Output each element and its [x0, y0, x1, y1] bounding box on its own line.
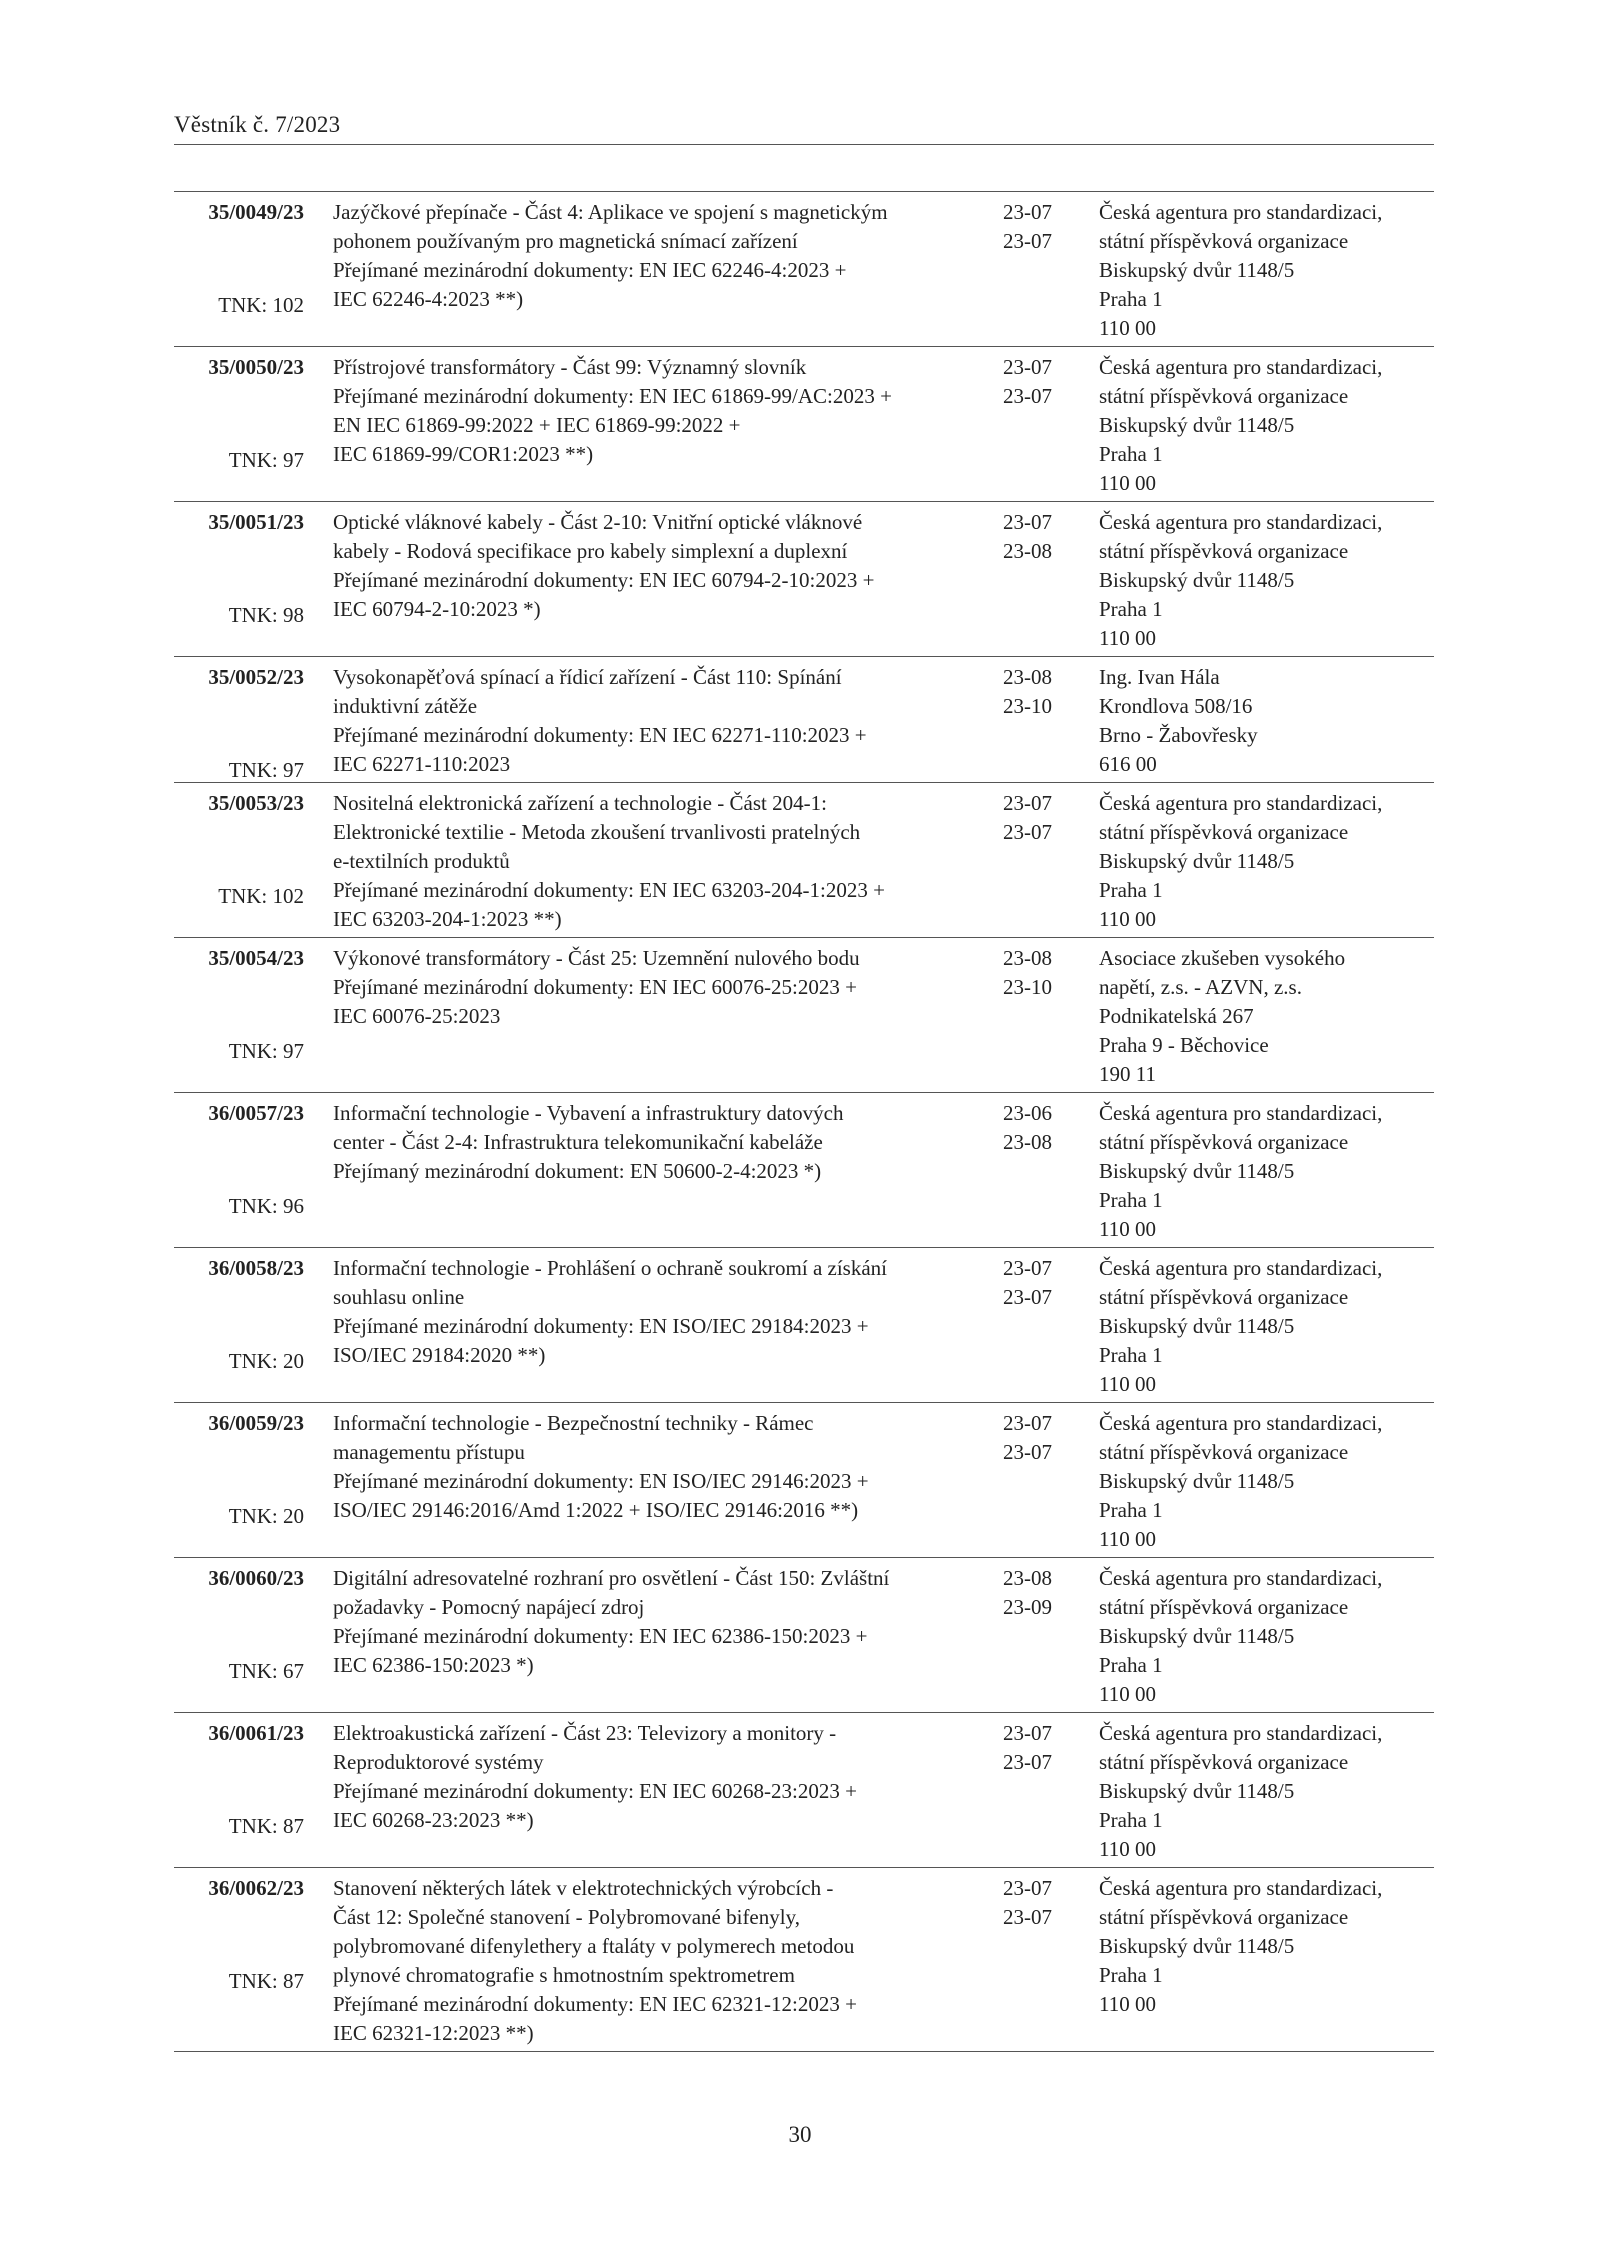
contact-line: Česká agentura pro standardizaci, — [1099, 1721, 1383, 1745]
entry-description — [333, 1099, 1003, 1244]
entry-id-cell — [174, 1564, 304, 1709]
contact-line: Praha 1 — [1099, 442, 1163, 466]
entry-number: 36/0060/23 — [208, 1566, 304, 1590]
entry-number: 35/0049/23 — [208, 200, 304, 224]
contact-line: 110 00 — [1099, 1527, 1156, 1551]
contact-line: Praha 9 - Běchovice — [1099, 1033, 1269, 1057]
description-line: ISO/IEC 29146:2016/Amd 1:2022 + ISO/IEC 29146:2016 **) — [333, 1498, 859, 1522]
date-value: 23-07 — [1003, 1440, 1052, 1464]
table-row — [174, 783, 1434, 938]
entry-tnk: TNK: 98 — [228, 603, 304, 627]
entry-description — [333, 198, 1003, 343]
entry-contact — [1099, 789, 1434, 934]
table-row — [174, 1868, 1434, 2052]
entry-dates — [1003, 353, 1099, 498]
date-value: 23-07 — [1003, 1750, 1052, 1774]
contact-line: Praha 1 — [1099, 878, 1163, 902]
table-row — [174, 1403, 1434, 1558]
entry-contact — [1099, 1254, 1434, 1399]
entry-description — [333, 1564, 1003, 1709]
entry-id-cell — [174, 789, 304, 934]
contact-line: státní příspěvková organizace — [1099, 1905, 1349, 1929]
entry-dates — [1003, 508, 1099, 653]
contact-line: Ing. Ivan Hála — [1099, 665, 1220, 689]
entry-number: 35/0052/23 — [208, 665, 304, 689]
entry-dates — [1003, 1719, 1099, 1864]
contact-line: Česká agentura pro standardizaci, — [1099, 1256, 1383, 1280]
table-row — [174, 192, 1434, 347]
contact-line: státní příspěvková organizace — [1099, 1285, 1349, 1309]
entry-contact — [1099, 508, 1434, 653]
description-line: ISO/IEC 29184:2020 **) — [333, 1343, 546, 1367]
description-line: managementu přístupu — [333, 1440, 525, 1464]
contact-line: Biskupský dvůr 1148/5 — [1099, 1314, 1295, 1338]
contact-line: Biskupský dvůr 1148/5 — [1099, 258, 1295, 282]
description-line: kabely - Rodová specifikace pro kabely simplexní a duplexní — [333, 539, 848, 563]
page-header-title: Věstník č. 7/2023 — [174, 112, 341, 137]
description-line: Přejímané mezinárodní dokumenty: EN IEC 62271-110:2023 + — [333, 723, 867, 747]
entry-description — [333, 508, 1003, 653]
description-line: IEC 61869-99/COR1:2023 **) — [333, 442, 594, 466]
contact-line: Biskupský dvůr 1148/5 — [1099, 568, 1295, 592]
entry-contact — [1099, 353, 1434, 498]
date-value: 23-07 — [1003, 384, 1052, 408]
contact-line: 110 00 — [1099, 1682, 1156, 1706]
date-value: 23-07 — [1003, 791, 1052, 815]
contact-line: Asociace zkušeben vysokého — [1099, 946, 1346, 970]
contact-line: Praha 1 — [1099, 287, 1163, 311]
contact-line: 110 00 — [1099, 907, 1156, 931]
table-row — [174, 502, 1434, 657]
description-line: Přejímané mezinárodní dokumenty: EN ISO/IEC 29184:2023 + — [333, 1314, 869, 1338]
contact-line: Biskupský dvůr 1148/5 — [1099, 1779, 1295, 1803]
contact-line: Praha 1 — [1099, 597, 1163, 621]
contact-line: 110 00 — [1099, 471, 1156, 495]
date-value: 23-08 — [1003, 946, 1052, 970]
description-line: Přejímané mezinárodní dokumenty: EN IEC 62321-12:2023 + — [333, 1992, 857, 2016]
date-value: 23-06 — [1003, 1101, 1052, 1125]
contact-line: Česká agentura pro standardizaci, — [1099, 200, 1383, 224]
description-line: IEC 62246-4:2023 **) — [333, 287, 524, 311]
description-line: Informační technologie - Bezpečnostní techniky - Rámec — [333, 1411, 814, 1435]
description-line: Informační technologie - Vybavení a infrastruktury datových — [333, 1101, 844, 1125]
date-value: 23-07 — [1003, 510, 1052, 534]
entry-dates — [1003, 789, 1099, 934]
description-line: souhlasu online — [333, 1285, 465, 1309]
entry-number: 35/0050/23 — [208, 355, 304, 379]
entry-contact — [1099, 198, 1434, 343]
contact-line: státní příspěvková organizace — [1099, 1440, 1349, 1464]
date-value: 23-07 — [1003, 1256, 1052, 1280]
date-value: 23-07 — [1003, 355, 1052, 379]
entry-dates — [1003, 1254, 1099, 1399]
entry-tnk: TNK: 96 — [228, 1194, 304, 1218]
entry-id-cell — [174, 1099, 304, 1244]
entry-tnk: TNK: 67 — [228, 1659, 304, 1683]
entry-tnk: TNK: 102 — [218, 884, 304, 908]
page-number: 30 — [788, 2122, 812, 2147]
contact-line: Biskupský dvůr 1148/5 — [1099, 1159, 1295, 1183]
entry-tnk: TNK: 87 — [228, 1814, 304, 1838]
entry-description — [333, 1254, 1003, 1399]
contact-line: 110 00 — [1099, 1992, 1156, 2016]
contact-line: státní příspěvková organizace — [1099, 384, 1349, 408]
description-line: IEC 62271-110:2023 — [333, 752, 511, 776]
entry-tnk: TNK: 102 — [218, 293, 304, 317]
entry-description — [333, 1409, 1003, 1554]
date-value: 23-10 — [1003, 694, 1052, 718]
entry-tnk: TNK: 20 — [228, 1504, 304, 1528]
entry-description — [333, 663, 1003, 779]
entry-dates — [1003, 198, 1099, 343]
description-line: Elektroakustická zařízení - Část 23: Televizory a monitory - — [333, 1721, 837, 1745]
date-value: 23-07 — [1003, 1721, 1052, 1745]
description-line: IEC 60076-25:2023 — [333, 1004, 501, 1028]
entry-contact — [1099, 1409, 1434, 1554]
contact-line: 110 00 — [1099, 316, 1156, 340]
date-value: 23-08 — [1003, 1130, 1052, 1154]
table-row — [174, 657, 1434, 783]
date-value: 23-07 — [1003, 820, 1052, 844]
contact-line: státní příspěvková organizace — [1099, 1130, 1349, 1154]
entry-contact — [1099, 663, 1434, 779]
contact-line: státní příspěvková organizace — [1099, 539, 1349, 563]
contact-line: Podnikatelská 267 — [1099, 1004, 1254, 1028]
date-value: 23-08 — [1003, 1566, 1052, 1590]
contact-line: Biskupský dvůr 1148/5 — [1099, 1469, 1295, 1493]
description-line: center - Část 2-4: Infrastruktura telekomunikační kabeláže — [333, 1130, 823, 1154]
entry-dates — [1003, 1409, 1099, 1554]
entry-dates — [1003, 1874, 1099, 2048]
description-line: Přejímané mezinárodní dokumenty: EN IEC 60268-23:2023 + — [333, 1779, 857, 1803]
description-line: Reproduktorové systémy — [333, 1750, 544, 1774]
entry-id-cell — [174, 353, 304, 498]
entry-id-cell — [174, 508, 304, 653]
description-line: Vysokonapěťová spínací a řídicí zařízení - Část 110: Spínání — [333, 665, 842, 689]
description-line: Přejímané mezinárodní dokumenty: EN IEC 62386-150:2023 + — [333, 1624, 868, 1648]
description-line: pohonem používaným pro magnetická snímací zařízení — [333, 229, 798, 253]
date-value: 23-07 — [1003, 200, 1052, 224]
entry-number: 36/0061/23 — [208, 1721, 304, 1745]
description-line: IEC 60268-23:2023 **) — [333, 1808, 534, 1832]
entry-tnk: TNK: 87 — [228, 1969, 304, 1993]
contact-line: 110 00 — [1099, 1217, 1156, 1241]
entry-contact — [1099, 1099, 1434, 1244]
contact-line: Česká agentura pro standardizaci, — [1099, 510, 1383, 534]
entry-id-cell — [174, 1254, 304, 1399]
description-line: induktivní zátěže — [333, 694, 478, 718]
contact-line: Praha 1 — [1099, 1498, 1163, 1522]
contact-line: 190 11 — [1099, 1062, 1156, 1086]
table-row — [174, 347, 1434, 502]
contact-line: Krondlova 508/16 — [1099, 694, 1253, 718]
entry-description — [333, 1874, 1003, 2048]
contact-line: Praha 1 — [1099, 1808, 1163, 1832]
contact-line: Biskupský dvůr 1148/5 — [1099, 849, 1295, 873]
entry-contact — [1099, 944, 1434, 1089]
date-value: 23-07 — [1003, 1876, 1052, 1900]
date-value: 23-07 — [1003, 1905, 1052, 1929]
contact-line: 110 00 — [1099, 626, 1156, 650]
table-row — [174, 1093, 1434, 1248]
contact-line: 110 00 — [1099, 1837, 1156, 1861]
contact-line: Česká agentura pro standardizaci, — [1099, 1876, 1383, 1900]
entry-number: 35/0053/23 — [208, 791, 304, 815]
entry-number: 36/0059/23 — [208, 1411, 304, 1435]
description-line: polybromované difenylethery a ftaláty v polymerech metodou — [333, 1934, 855, 1958]
description-line: Přejímané mezinárodní dokumenty: EN IEC 61869-99/AC:2023 + — [333, 384, 892, 408]
contact-line: Česká agentura pro standardizaci, — [1099, 791, 1383, 815]
description-line: požadavky - Pomocný napájecí zdroj — [333, 1595, 645, 1619]
description-line: Přejímané mezinárodní dokumenty: EN IEC 62246-4:2023 + — [333, 258, 847, 282]
contact-line: Česká agentura pro standardizaci, — [1099, 355, 1383, 379]
entry-number: 35/0051/23 — [208, 510, 304, 534]
entry-number: 35/0054/23 — [208, 946, 304, 970]
date-value: 23-07 — [1003, 229, 1052, 253]
description-line: IEC 60794-2-10:2023 *) — [333, 597, 541, 621]
description-line: Výkonové transformátory - Část 25: Uzemnění nulového bodu — [333, 946, 860, 970]
date-value: 23-07 — [1003, 1411, 1052, 1435]
entry-tnk: TNK: 97 — [228, 448, 304, 472]
entry-description — [333, 353, 1003, 498]
description-line: Přístrojové transformátory - Část 99: Významný slovník — [333, 355, 807, 379]
date-value: 23-08 — [1003, 539, 1052, 563]
date-value: 23-07 — [1003, 1285, 1052, 1309]
description-line: Přejímaný mezinárodní dokument: EN 50600-2-4:2023 *) — [333, 1159, 822, 1183]
entry-description — [333, 789, 1003, 934]
description-line: Digitální adresovatelné rozhraní pro osvětlení - Část 150: Zvláštní — [333, 1566, 890, 1590]
standards-table — [174, 191, 1434, 2052]
description-line: IEC 63203-204-1:2023 **) — [333, 907, 562, 931]
entry-contact — [1099, 1719, 1434, 1864]
description-line: Přejímané mezinárodní dokumenty: EN IEC 60794-2-10:2023 + — [333, 568, 875, 592]
entry-tnk: TNK: 97 — [228, 1039, 304, 1063]
entry-tnk: TNK: 20 — [228, 1349, 304, 1373]
entry-contact — [1099, 1564, 1434, 1709]
entry-number: 36/0057/23 — [208, 1101, 304, 1125]
date-value: 23-09 — [1003, 1595, 1052, 1619]
contact-line: Česká agentura pro standardizaci, — [1099, 1101, 1383, 1125]
contact-line: státní příspěvková organizace — [1099, 229, 1349, 253]
description-line: Nositelná elektronická zařízení a technologie - Část 204-1: — [333, 791, 827, 815]
entry-dates — [1003, 944, 1099, 1089]
date-value: 23-10 — [1003, 975, 1052, 999]
entry-id-cell — [174, 198, 304, 343]
table-row — [174, 1558, 1434, 1713]
contact-line: Praha 1 — [1099, 1343, 1163, 1367]
table-row — [174, 1713, 1434, 1868]
entry-id-cell — [174, 663, 304, 782]
entry-description — [333, 1719, 1003, 1864]
entry-description — [333, 944, 1003, 1089]
contact-line: Česká agentura pro standardizaci, — [1099, 1566, 1383, 1590]
description-line: plynové chromatografie s hmotnostním spektrometrem — [333, 1963, 795, 1987]
contact-line: Biskupský dvůr 1148/5 — [1099, 1934, 1295, 1958]
description-line: e-textilních produktů — [333, 849, 510, 873]
entry-id-cell — [174, 944, 304, 1089]
contact-line: Praha 1 — [1099, 1653, 1163, 1677]
description-line: Informační technologie - Prohlášení o ochraně soukromí a získání — [333, 1256, 887, 1280]
table-row — [174, 1248, 1434, 1403]
contact-line: Biskupský dvůr 1148/5 — [1099, 1624, 1295, 1648]
contact-line: státní příspěvková organizace — [1099, 1595, 1349, 1619]
entry-dates — [1003, 663, 1099, 779]
description-line: Optické vláknové kabely - Část 2-10: Vnitřní optické vláknové — [333, 510, 863, 534]
contact-line: 616 00 — [1099, 752, 1157, 776]
entry-tnk: TNK: 97 — [228, 758, 304, 782]
description-line: Přejímané mezinárodní dokumenty: EN IEC 60076-25:2023 + — [333, 975, 857, 999]
entry-contact — [1099, 1874, 1434, 2048]
entry-id-cell — [174, 1719, 304, 1864]
contact-line: státní příspěvková organizace — [1099, 820, 1349, 844]
description-line: Přejímané mezinárodní dokumenty: EN ISO/IEC 29146:2023 + — [333, 1469, 869, 1493]
contact-line: napětí, z.s. - AZVN, z.s. — [1099, 975, 1302, 999]
description-line: Stanovení některých látek v elektrotechnických výrobcích - — [333, 1876, 834, 1900]
entry-id-cell — [174, 1874, 304, 2048]
table-row — [174, 938, 1434, 1093]
description-line: IEC 62386-150:2023 *) — [333, 1653, 534, 1677]
contact-line: Brno - Žabovřesky — [1099, 723, 1258, 747]
entry-dates — [1003, 1099, 1099, 1244]
entry-dates — [1003, 1564, 1099, 1709]
description-line: Přejímané mezinárodní dokumenty: EN IEC 63203-204-1:2023 + — [333, 878, 885, 902]
entry-number: 36/0058/23 — [208, 1256, 304, 1280]
description-line: IEC 62321-12:2023 **) — [333, 2021, 534, 2045]
contact-line: státní příspěvková organizace — [1099, 1750, 1349, 1774]
description-line: EN IEC 61869-99:2022 + IEC 61869-99:2022 + — [333, 413, 741, 437]
description-line: Část 12: Společné stanovení - Polybromované bifenyly, — [333, 1905, 800, 1929]
contact-line: 110 00 — [1099, 1372, 1156, 1396]
contact-line: Praha 1 — [1099, 1963, 1163, 1987]
entry-id-cell — [174, 1409, 304, 1554]
entry-number: 36/0062/23 — [208, 1876, 304, 1900]
description-line: Jazýčkové přepínače - Část 4: Aplikace ve spojení s magnetickým — [333, 200, 888, 224]
description-line: Elektronické textilie - Metoda zkoušení trvanlivosti pratelných — [333, 820, 861, 844]
contact-line: Biskupský dvůr 1148/5 — [1099, 413, 1295, 437]
contact-line: Česká agentura pro standardizaci, — [1099, 1411, 1383, 1435]
header-divider — [174, 144, 1434, 145]
contact-line: Praha 1 — [1099, 1188, 1163, 1212]
date-value: 23-08 — [1003, 665, 1052, 689]
